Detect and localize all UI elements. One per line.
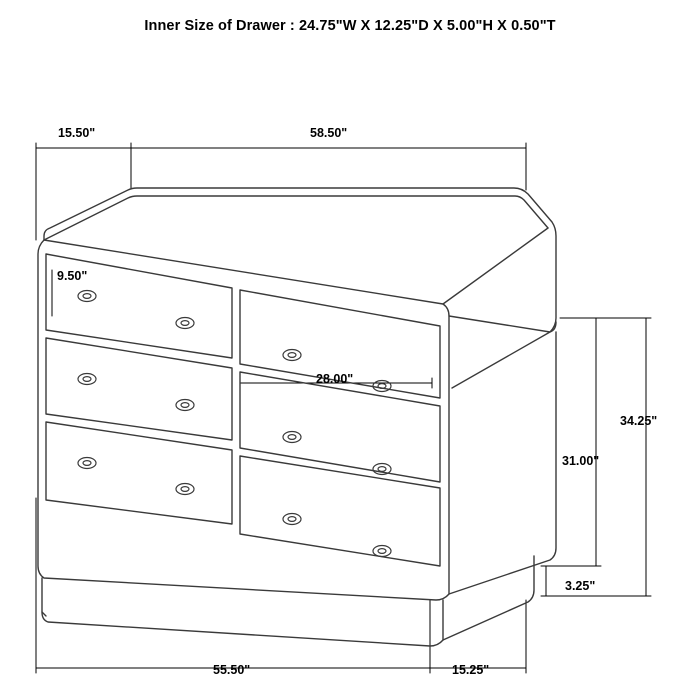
dimension-depth-top: 15.50" [58, 126, 96, 140]
dimension-drawer-height: 9.50" [57, 269, 88, 283]
page-title: Inner Size of Drawer : 24.75"W X 12.25"D X 5.00"H X 0.50"T [144, 18, 556, 34]
dimension-overall-height: 34.25" [620, 414, 658, 428]
dimension-drawer-width: 28.00" [316, 372, 354, 386]
dimension-base-width: 55.50" [213, 663, 251, 677]
dimension-base-height: 3.25" [565, 579, 596, 593]
dimension-width-top: 58.50" [310, 126, 348, 140]
dimension-base-depth: 15.25" [452, 663, 490, 677]
dimension-cabinet-height: 31.00" [562, 454, 600, 468]
